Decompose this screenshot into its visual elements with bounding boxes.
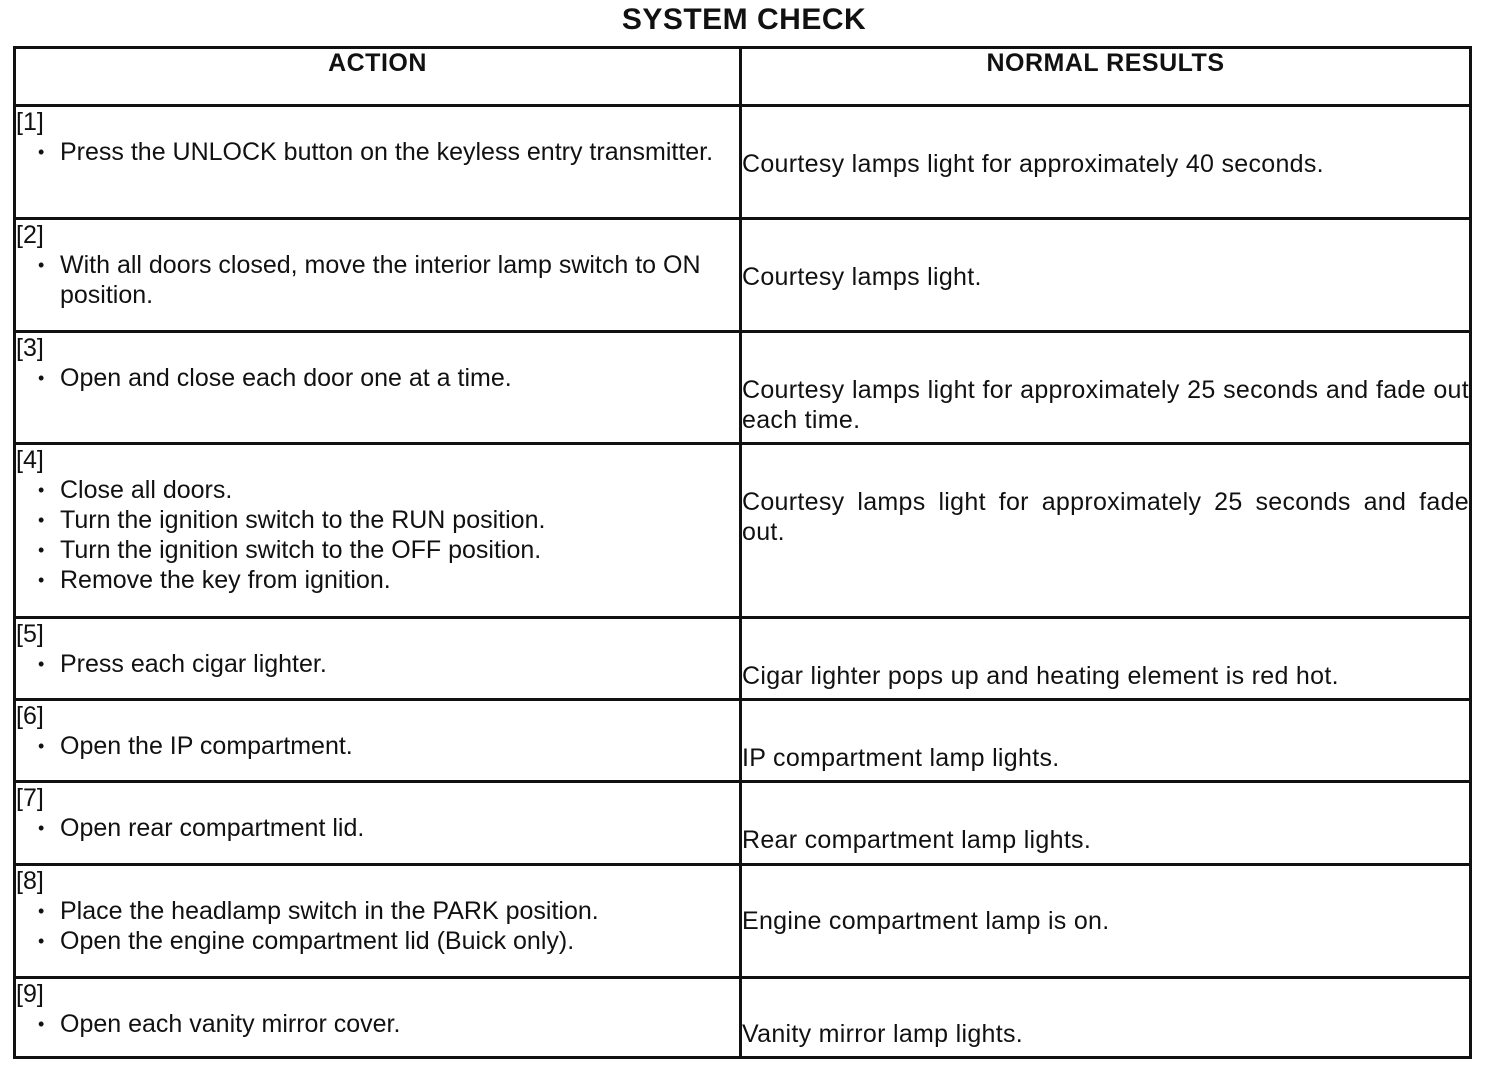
table-row (15, 332, 1471, 444)
result-cell (741, 618, 1471, 700)
result-cell (741, 219, 1471, 332)
action-item: • Remove the key from ignition. (60, 565, 739, 595)
action-item: • Place the headlamp switch in the PARK position. (60, 896, 739, 926)
action-cell (15, 444, 741, 618)
action-item: • With all doors closed, move the interior lamp switch to ON position. (60, 250, 739, 310)
step-number: [8] (16, 867, 44, 895)
action-item: • Open the engine compartment lid (Buick only). (60, 926, 739, 956)
action-list (16, 649, 739, 679)
table-row (15, 978, 1471, 1058)
step-number: [5] (16, 620, 44, 648)
action-list (16, 896, 739, 956)
action-cell (15, 219, 741, 332)
table-row (15, 444, 1471, 618)
result-cell (741, 444, 1471, 618)
step-number: [6] (16, 702, 44, 730)
action-cell (15, 700, 741, 782)
table-row (15, 782, 1471, 865)
action-item: • Open each vanity mirror cover. (60, 1009, 739, 1039)
action-item: • Open the IP compartment. (60, 731, 739, 761)
system-check-table (13, 46, 1472, 1059)
result-text: Courtesy lamps light for approximately 25 seconds and fade out. (742, 488, 1469, 546)
step-number: [9] (16, 980, 44, 1008)
step-number: [2] (16, 221, 44, 249)
table-row (15, 106, 1471, 219)
step-number: [4] (16, 446, 44, 474)
action-list (16, 250, 739, 310)
page-title: SYSTEM CHECK (621, 3, 867, 36)
result-text: Rear compartment lamp lights. (742, 826, 1092, 854)
action-cell (15, 332, 741, 444)
table-row (15, 219, 1471, 332)
result-cell (741, 782, 1471, 865)
result-cell (741, 106, 1471, 219)
action-cell (15, 106, 741, 219)
step-number: [3] (16, 334, 44, 362)
result-text: IP compartment lamp lights. (742, 744, 1060, 772)
column-header-result: NORMAL RESULTS (741, 48, 1471, 106)
table-row (15, 700, 1471, 782)
result-text: Cigar lighter pops up and heating element is red hot. (742, 662, 1339, 690)
action-list (16, 731, 739, 761)
action-list (16, 363, 739, 393)
column-header-action: ACTION (15, 48, 741, 106)
step-number: [1] (16, 108, 44, 136)
action-cell (15, 978, 741, 1058)
action-cell (15, 782, 741, 865)
action-list (16, 813, 739, 843)
action-list (16, 137, 739, 167)
result-text: Vanity mirror lamp lights. (742, 1020, 1024, 1048)
table-row (15, 865, 1471, 978)
table-row (15, 618, 1471, 700)
action-item: • Turn the ignition switch to the RUN position. (60, 505, 739, 535)
result-text: Courtesy lamps light. (742, 263, 982, 291)
action-list (16, 475, 739, 595)
result-text: Courtesy lamps light for approximately 40 seconds. (742, 150, 1324, 178)
action-item: • Turn the ignition switch to the OFF position. (60, 535, 739, 565)
action-item: • Press the UNLOCK button on the keyless entry transmitter. (60, 137, 739, 167)
result-cell (741, 332, 1471, 444)
header-row (15, 48, 1471, 106)
result-text: Courtesy lamps light for approximately 25 seconds and fade out each time. (742, 376, 1469, 434)
result-cell (741, 865, 1471, 978)
action-item: • Open rear compartment lid. (60, 813, 739, 843)
result-cell (741, 700, 1471, 782)
action-item: • Open and close each door one at a time. (60, 363, 739, 393)
result-cell (741, 978, 1471, 1058)
action-item: • Close all doors. (60, 475, 739, 505)
result-text: Engine compartment lamp is on. (742, 907, 1110, 935)
step-number: [7] (16, 784, 44, 812)
action-cell (15, 618, 741, 700)
action-item: • Press each cigar lighter. (60, 649, 739, 679)
action-cell (15, 865, 741, 978)
action-list (16, 1009, 739, 1039)
